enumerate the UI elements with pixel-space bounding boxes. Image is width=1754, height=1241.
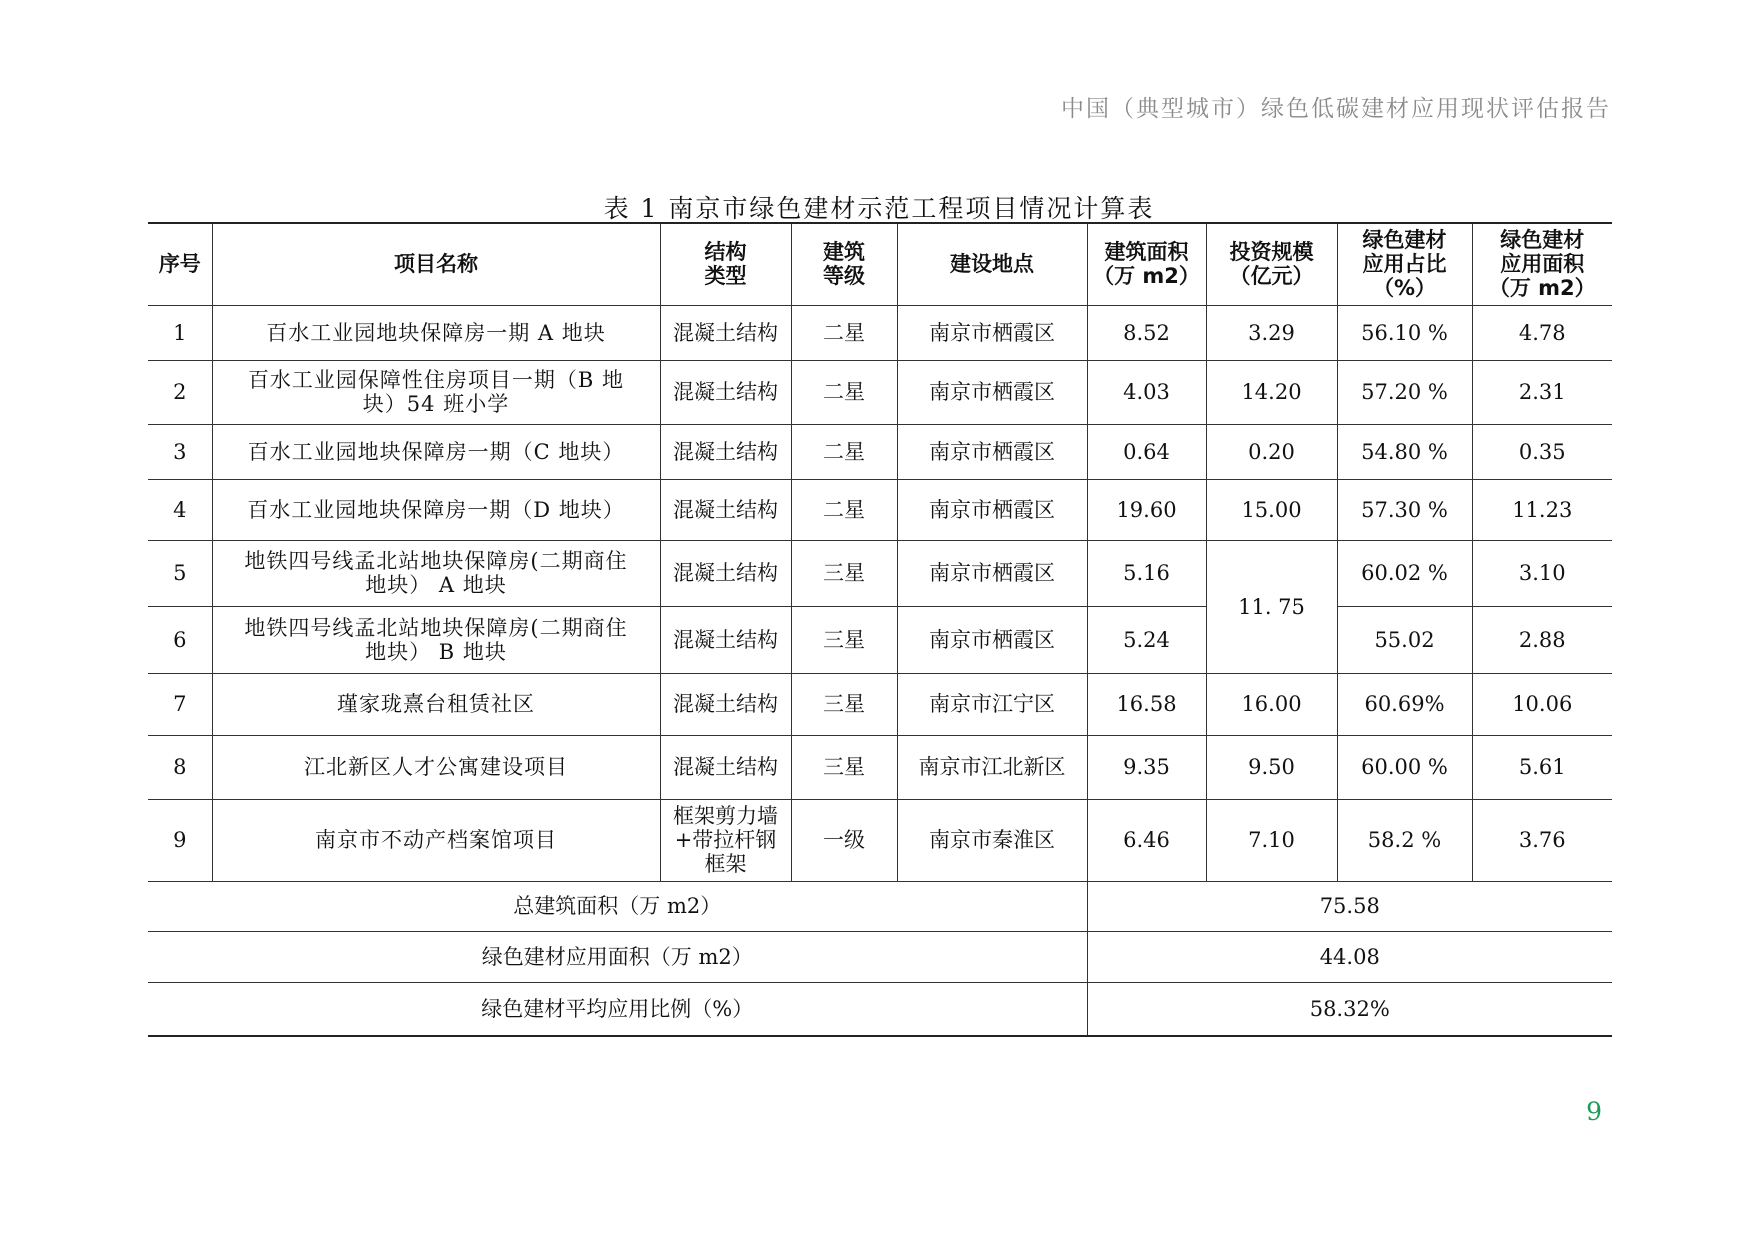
cell-investment: 3.29 bbox=[1206, 305, 1337, 360]
cell-green-ratio: 60.00 % bbox=[1337, 735, 1472, 799]
cell-seq: 7 bbox=[148, 673, 212, 735]
cell-name: 地铁四号线孟北站地块保障房(二期商住 地块） B 地块 bbox=[212, 606, 660, 673]
summary-row-green-ratio bbox=[148, 982, 1612, 1036]
cell-struct: 混凝土结构 bbox=[660, 305, 791, 360]
cell-area: 8.52 bbox=[1087, 305, 1206, 360]
header-struct: 结构 类型 bbox=[660, 223, 791, 305]
cell-green-ratio: 55.02 bbox=[1337, 606, 1472, 673]
cell-location: 南京市秦淮区 bbox=[897, 799, 1087, 881]
summary-row-green-area bbox=[148, 931, 1612, 982]
cell-name: 百水工业园保障性住房项目一期（B 地 块）54 班小学 bbox=[212, 360, 660, 424]
cell-seq: 4 bbox=[148, 479, 212, 540]
cell-green-area: 2.31 bbox=[1472, 360, 1612, 424]
cell-green-ratio: 57.30 % bbox=[1337, 479, 1472, 540]
cell-grade: 三星 bbox=[791, 735, 897, 799]
cell-green-ratio: 60.02 % bbox=[1337, 540, 1472, 606]
cell-area: 4.03 bbox=[1087, 360, 1206, 424]
cell-name: 百水工业园地块保障房一期（C 地块） bbox=[212, 424, 660, 479]
header-green-ratio: 绿色建材 应用占比 （%） bbox=[1337, 223, 1472, 305]
cell-struct: 混凝土结构 bbox=[660, 424, 791, 479]
summary-row-total-area bbox=[148, 881, 1612, 931]
header-area: 建筑面积 （万 m2） bbox=[1087, 223, 1206, 305]
cell-location: 南京市栖霞区 bbox=[897, 305, 1087, 360]
header-location: 建设地点 bbox=[897, 223, 1087, 305]
header-green-area: 绿色建材 应用面积 （万 m2） bbox=[1472, 223, 1612, 305]
summary-label: 绿色建材平均应用比例（%） bbox=[148, 982, 1087, 1036]
summary-value: 58.32% bbox=[1087, 982, 1612, 1036]
cell-struct: 混凝土结构 bbox=[660, 540, 791, 606]
cell-struct: 框架剪力墙 +带拉杆钢 框架 bbox=[660, 799, 791, 881]
header-name: 项目名称 bbox=[212, 223, 660, 305]
cell-name: 南京市不动产档案馆项目 bbox=[212, 799, 660, 881]
cell-name: 江北新区人才公寓建设项目 bbox=[212, 735, 660, 799]
cell-green-area: 4.78 bbox=[1472, 305, 1612, 360]
table-row bbox=[148, 360, 1612, 424]
cell-green-area: 3.10 bbox=[1472, 540, 1612, 606]
table-row bbox=[148, 424, 1612, 479]
cell-struct: 混凝土结构 bbox=[660, 606, 791, 673]
cell-location: 南京市栖霞区 bbox=[897, 606, 1087, 673]
cell-struct: 混凝土结构 bbox=[660, 673, 791, 735]
summary-label: 总建筑面积（万 m2） bbox=[148, 881, 1087, 931]
cell-green-area: 3.76 bbox=[1472, 799, 1612, 881]
cell-grade: 三星 bbox=[791, 540, 897, 606]
cell-green-ratio: 58.2 % bbox=[1337, 799, 1472, 881]
cell-name: 瑾家珑熹台租赁社区 bbox=[212, 673, 660, 735]
cell-grade: 一级 bbox=[791, 799, 897, 881]
cell-grade: 三星 bbox=[791, 606, 897, 673]
cell-green-area: 11.23 bbox=[1472, 479, 1612, 540]
cell-investment: 9.50 bbox=[1206, 735, 1337, 799]
cell-area: 0.64 bbox=[1087, 424, 1206, 479]
header-seq: 序号 bbox=[148, 223, 212, 305]
cell-location: 南京市栖霞区 bbox=[897, 540, 1087, 606]
cell-name: 百水工业园地块保障房一期 A 地块 bbox=[212, 305, 660, 360]
cell-green-area: 2.88 bbox=[1472, 606, 1612, 673]
table-row bbox=[148, 305, 1612, 360]
cell-area: 6.46 bbox=[1087, 799, 1206, 881]
cell-seq: 9 bbox=[148, 799, 212, 881]
running-header: 中国（典型城市）绿色低碳建材应用现状评估报告 bbox=[1061, 96, 1611, 122]
table-row bbox=[148, 735, 1612, 799]
cell-struct: 混凝土结构 bbox=[660, 479, 791, 540]
cell-grade: 三星 bbox=[791, 673, 897, 735]
cell-green-area: 5.61 bbox=[1472, 735, 1612, 799]
table-row bbox=[148, 540, 1612, 606]
cell-location: 南京市栖霞区 bbox=[897, 424, 1087, 479]
cell-area: 9.35 bbox=[1087, 735, 1206, 799]
header-row bbox=[148, 223, 1612, 305]
cell-green-area: 10.06 bbox=[1472, 673, 1612, 735]
cell-grade: 二星 bbox=[791, 305, 897, 360]
header-investment: 投资规模 （亿元） bbox=[1206, 223, 1337, 305]
cell-area: 16.58 bbox=[1087, 673, 1206, 735]
cell-location: 南京市江宁区 bbox=[897, 673, 1087, 735]
cell-investment-merged: 11. 75 bbox=[1206, 540, 1337, 673]
cell-investment: 0.20 bbox=[1206, 424, 1337, 479]
cell-area: 19.60 bbox=[1087, 479, 1206, 540]
cell-seq: 1 bbox=[148, 305, 212, 360]
cell-location: 南京市江北新区 bbox=[897, 735, 1087, 799]
cell-seq: 3 bbox=[148, 424, 212, 479]
cell-seq: 5 bbox=[148, 540, 212, 606]
cell-grade: 二星 bbox=[791, 479, 897, 540]
table-row bbox=[148, 673, 1612, 735]
cell-struct: 混凝土结构 bbox=[660, 360, 791, 424]
summary-label: 绿色建材应用面积（万 m2） bbox=[148, 931, 1087, 982]
cell-investment: 14.20 bbox=[1206, 360, 1337, 424]
cell-investment: 7.10 bbox=[1206, 799, 1337, 881]
cell-investment: 15.00 bbox=[1206, 479, 1337, 540]
page-number: 9 bbox=[1586, 1097, 1602, 1126]
cell-grade: 二星 bbox=[791, 360, 897, 424]
table-row bbox=[148, 799, 1612, 881]
cell-green-ratio: 56.10 % bbox=[1337, 305, 1472, 360]
cell-area: 5.24 bbox=[1087, 606, 1206, 673]
cell-green-ratio: 54.80 % bbox=[1337, 424, 1472, 479]
cell-name: 百水工业园地块保障房一期（D 地块） bbox=[212, 479, 660, 540]
cell-name: 地铁四号线孟北站地块保障房(二期商住 地块） A 地块 bbox=[212, 540, 660, 606]
cell-struct: 混凝土结构 bbox=[660, 735, 791, 799]
table-row bbox=[148, 606, 1612, 673]
table-title: 表 1 南京市绿色建材示范工程项目情况计算表 bbox=[603, 194, 1155, 223]
cell-green-ratio: 60.69% bbox=[1337, 673, 1472, 735]
cell-seq: 6 bbox=[148, 606, 212, 673]
cell-location: 南京市栖霞区 bbox=[897, 479, 1087, 540]
cell-investment: 16.00 bbox=[1206, 673, 1337, 735]
summary-value: 75.58 bbox=[1087, 881, 1612, 931]
cell-grade: 二星 bbox=[791, 424, 897, 479]
header-grade: 建筑 等级 bbox=[791, 223, 897, 305]
projects-table bbox=[148, 222, 1612, 1037]
cell-green-area: 0.35 bbox=[1472, 424, 1612, 479]
cell-green-ratio: 57.20 % bbox=[1337, 360, 1472, 424]
cell-seq: 8 bbox=[148, 735, 212, 799]
summary-value: 44.08 bbox=[1087, 931, 1612, 982]
cell-location: 南京市栖霞区 bbox=[897, 360, 1087, 424]
cell-seq: 2 bbox=[148, 360, 212, 424]
cell-area: 5.16 bbox=[1087, 540, 1206, 606]
table-row bbox=[148, 479, 1612, 540]
